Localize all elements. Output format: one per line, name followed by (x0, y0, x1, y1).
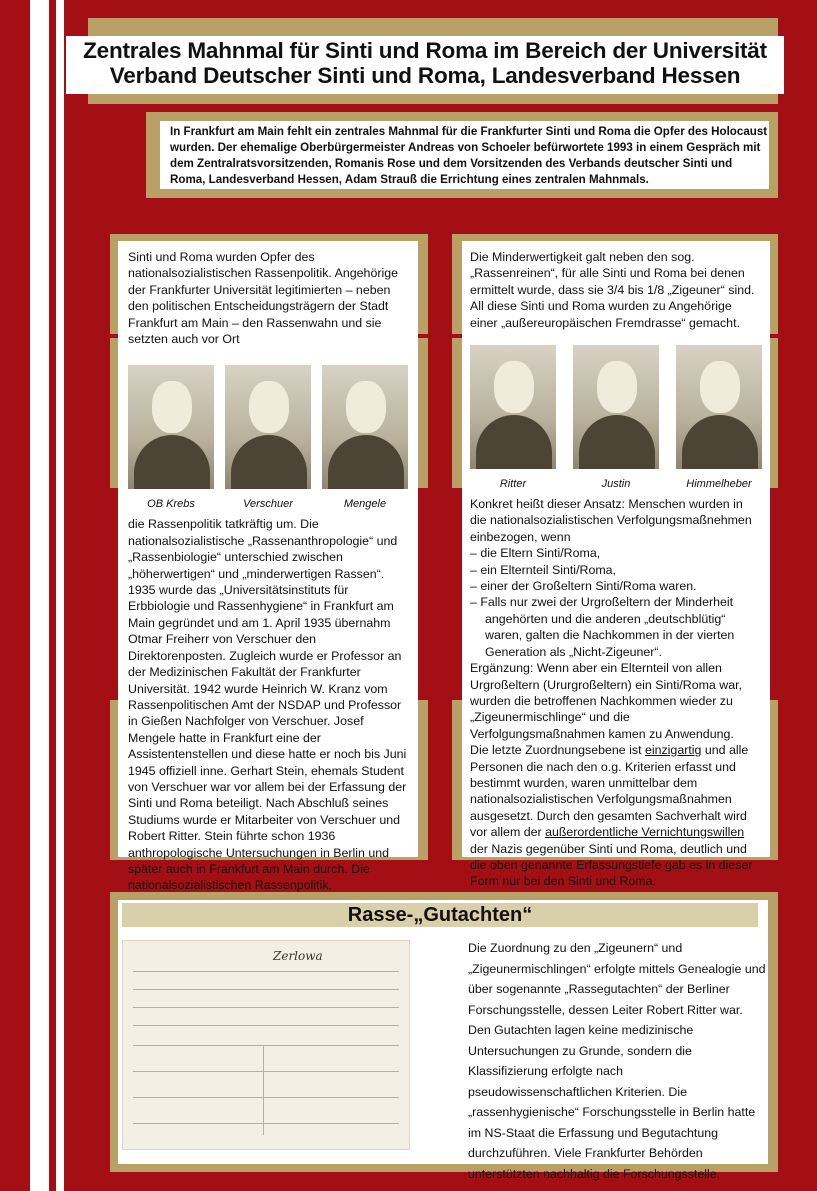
caption-verschuer: Verschuer (243, 498, 293, 511)
caption-justin: Justin (601, 478, 631, 491)
emphasis-vernichtungswillen: außerordentliche Vernichtungswillen (545, 825, 745, 840)
left-photos (128, 365, 408, 512)
left-column (118, 241, 418, 893)
rasse-heading: Rasse-„Gutachten“ (122, 903, 758, 927)
portrait-ritter (470, 345, 556, 469)
right-erg-text: Ergänzung: Wenn aber ein Elternteil von allen Urgroßeltern (Ururgroßeltern) ein Sinti/Roma war, wurden die betroffenen Nachkommen wieder zu „Zigeunermischlinge“ und die Verfolgungsmaßnahmen kamen zu Anwendung. (470, 661, 742, 741)
caption-ritter: Ritter (499, 478, 527, 491)
left-stripe-1 (30, 0, 49, 1191)
portrait-justin (573, 345, 659, 469)
caption-himmelheber: Himmelheber (686, 478, 752, 491)
right-list-item-3: – einer der Großeltern Sinti/Roma waren. (470, 579, 697, 594)
rasse-gutachten-document (122, 940, 410, 1150)
photo-ritter (470, 345, 556, 492)
left-top-text: Sinti und Roma wurden Opfer des nationalsozialistischen Rassenpolitik. Angehörige der Frankfurter Universität legitimierten – neben den politischen Entscheidungsträgern der Stadt Frankfurt am Main – den Rassenwahn und sie setzten auch vor Ort (128, 250, 399, 347)
title-line-1: Zentrales Mahnmal für Sinti und Roma im Bereich der Universität (83, 38, 767, 63)
caption-mengele: Mengele (343, 498, 387, 511)
photo-himmelheber (676, 345, 762, 492)
photo-krebs (128, 365, 214, 512)
doc-handwritten-name: Zerlowa (273, 949, 323, 963)
right-list-item-2: – ein Elternteil Sinti/Roma, (470, 562, 617, 577)
portrait-krebs (128, 365, 214, 489)
left-body-text: die Rassenpolitik tatkräftig um. Die nationalsozialistische „Rassenanthropologie“ und „Rassenbiologie“ unterschied zwischen „höherwertigen“ und „minderwertigen Rassen“. 1935 wurde das „Universitätsinstituts für Erbbiologie und Rassenhygiene“ in Frankfurt am Main gegründet und am 1. April 1935 übernahm Otmar Freiherr von Verschuer den Direktorenposten. Zugleich wurde er Professor an der Medizinischen Fakultät der Frankfurter Universität. 1942 wurde Heinrich W. Kranz vom Rassenpolitischen Amt der NSDAP und Professor in Gießen Nachfolger von Verschuer. Josef Mengele hatte in Frankfurt eine der Assistentenstellen und diese hatte er noch bis Juni 1945 offiziell inne. Gerhart Stein, ehemals Student von Verschuer war vor allem bei der Erfassung der Sinti und Roma beteiligt. Nach Abschluß seines Studiums wurde er Mitarbeiter von Verschuer und Robert Ritter. Stein führte schon 1936 anthropologische Untersuchungen in Berlin und später auch in Frankfurt am Main durch. Die nationalsozialistischen Rassenpolitik, (128, 517, 407, 893)
photo-verschuer (225, 365, 311, 512)
portrait-mengele (322, 365, 408, 489)
rasse-text: Die Zuordnung zu den „Zigeunern“ und „Zigeunermischlingen“ erfolgte mittels Genealogie und über sogenannte „Rassegutachten“ der Berliner Forschungsstelle, dessen Leiter Robert Ritter war. Den Gutachten lagen keine medizinische Untersuchungen zu Grunde, sondern die Klassifizierung erfolgte nach pseudowissenschaftlichen Kriterien. Die „rassenhygienische“ Forschungsstelle in Berlin hatte im NS-Staat die Erfassung und Begutachtung durchzuführen. Viele Frankfurter Behörden unterstützten nachhaltig die Forschungsstelle. (468, 941, 766, 1181)
intro-text: In Frankfurt am Main fehlt ein zentrales Mahnmal für die Frankfurter Sinti und Roma die Opfer des Holocaust wurden. Der ehemalige Oberbürgermeister Andreas von Schoeler befürwortete 1993 in einem Gespräch mit dem Zentralratsvorsitzenden, Romanis Rose und dem Vorsitzenden des Verbands deutscher Sinti und Roma, Landesverband Hessen, Adam Strauß die Errichtung eines zentralen Mahnmals. (160, 121, 769, 189)
photo-mengele (322, 365, 408, 512)
left-stripe-2 (56, 0, 64, 1191)
photo-justin (573, 345, 659, 492)
right-photos (470, 345, 762, 492)
right-last-text: Die letzte Zuordnungsebene ist einzigartig und alle Personen die nach den o.g. Kriterien erfasst und bestimmt wurden, waren unmittelbar dem nationalsozialistischen Verfolgungsmaßnahmen ausgesetzt. Durch den gesamten Sachverhalt wird vor allem der außerordentliche Vernichtungswillen der Nazis gegenüber Sinti und Roma, deutlich und die oben genannte Erfassungstiefe gab es in dieser Form nur bei den Sinti und Roma. (470, 743, 753, 889)
right-column (462, 241, 770, 889)
emphasis-einzigartig: einzigartig (644, 743, 702, 758)
caption-krebs: OB Krebs (147, 498, 195, 511)
portrait-himmelheber (676, 345, 762, 469)
right-list-item-1: – die Eltern Sinti/Roma, (470, 546, 601, 561)
right-top-text: Die Minderwertigkeit galt neben den sog. „Rassenreinen“, für alle Sinti und Roma bei denen ermittelt wurde, dass sie 3/4 bis 1/8 „Zigeuner“ sind. All diese Sinti und Roma wurden zu Angehörige einer „außereuropäischen Fremdrasse“ gemacht. (470, 250, 755, 330)
right-intro-text: Konkret heißt dieser Ansatz: Menschen wurden in die nationalsozialistischen Verfolgungsmaßnehmen einbezogen, wenn (470, 497, 752, 544)
page-title (66, 36, 784, 94)
right-list-item-4: – Falls nur zwei der Urgroßeltern der Minderheit angehörten und die anderen „deutschblütig“ waren, galten die Nachkommen in der vierten Generation als „Nicht-Zigeuner“. (470, 595, 735, 659)
title-line-2: Verband Deutscher Sinti und Roma, Landesverband Hessen (109, 63, 741, 88)
portrait-verschuer (225, 365, 311, 489)
